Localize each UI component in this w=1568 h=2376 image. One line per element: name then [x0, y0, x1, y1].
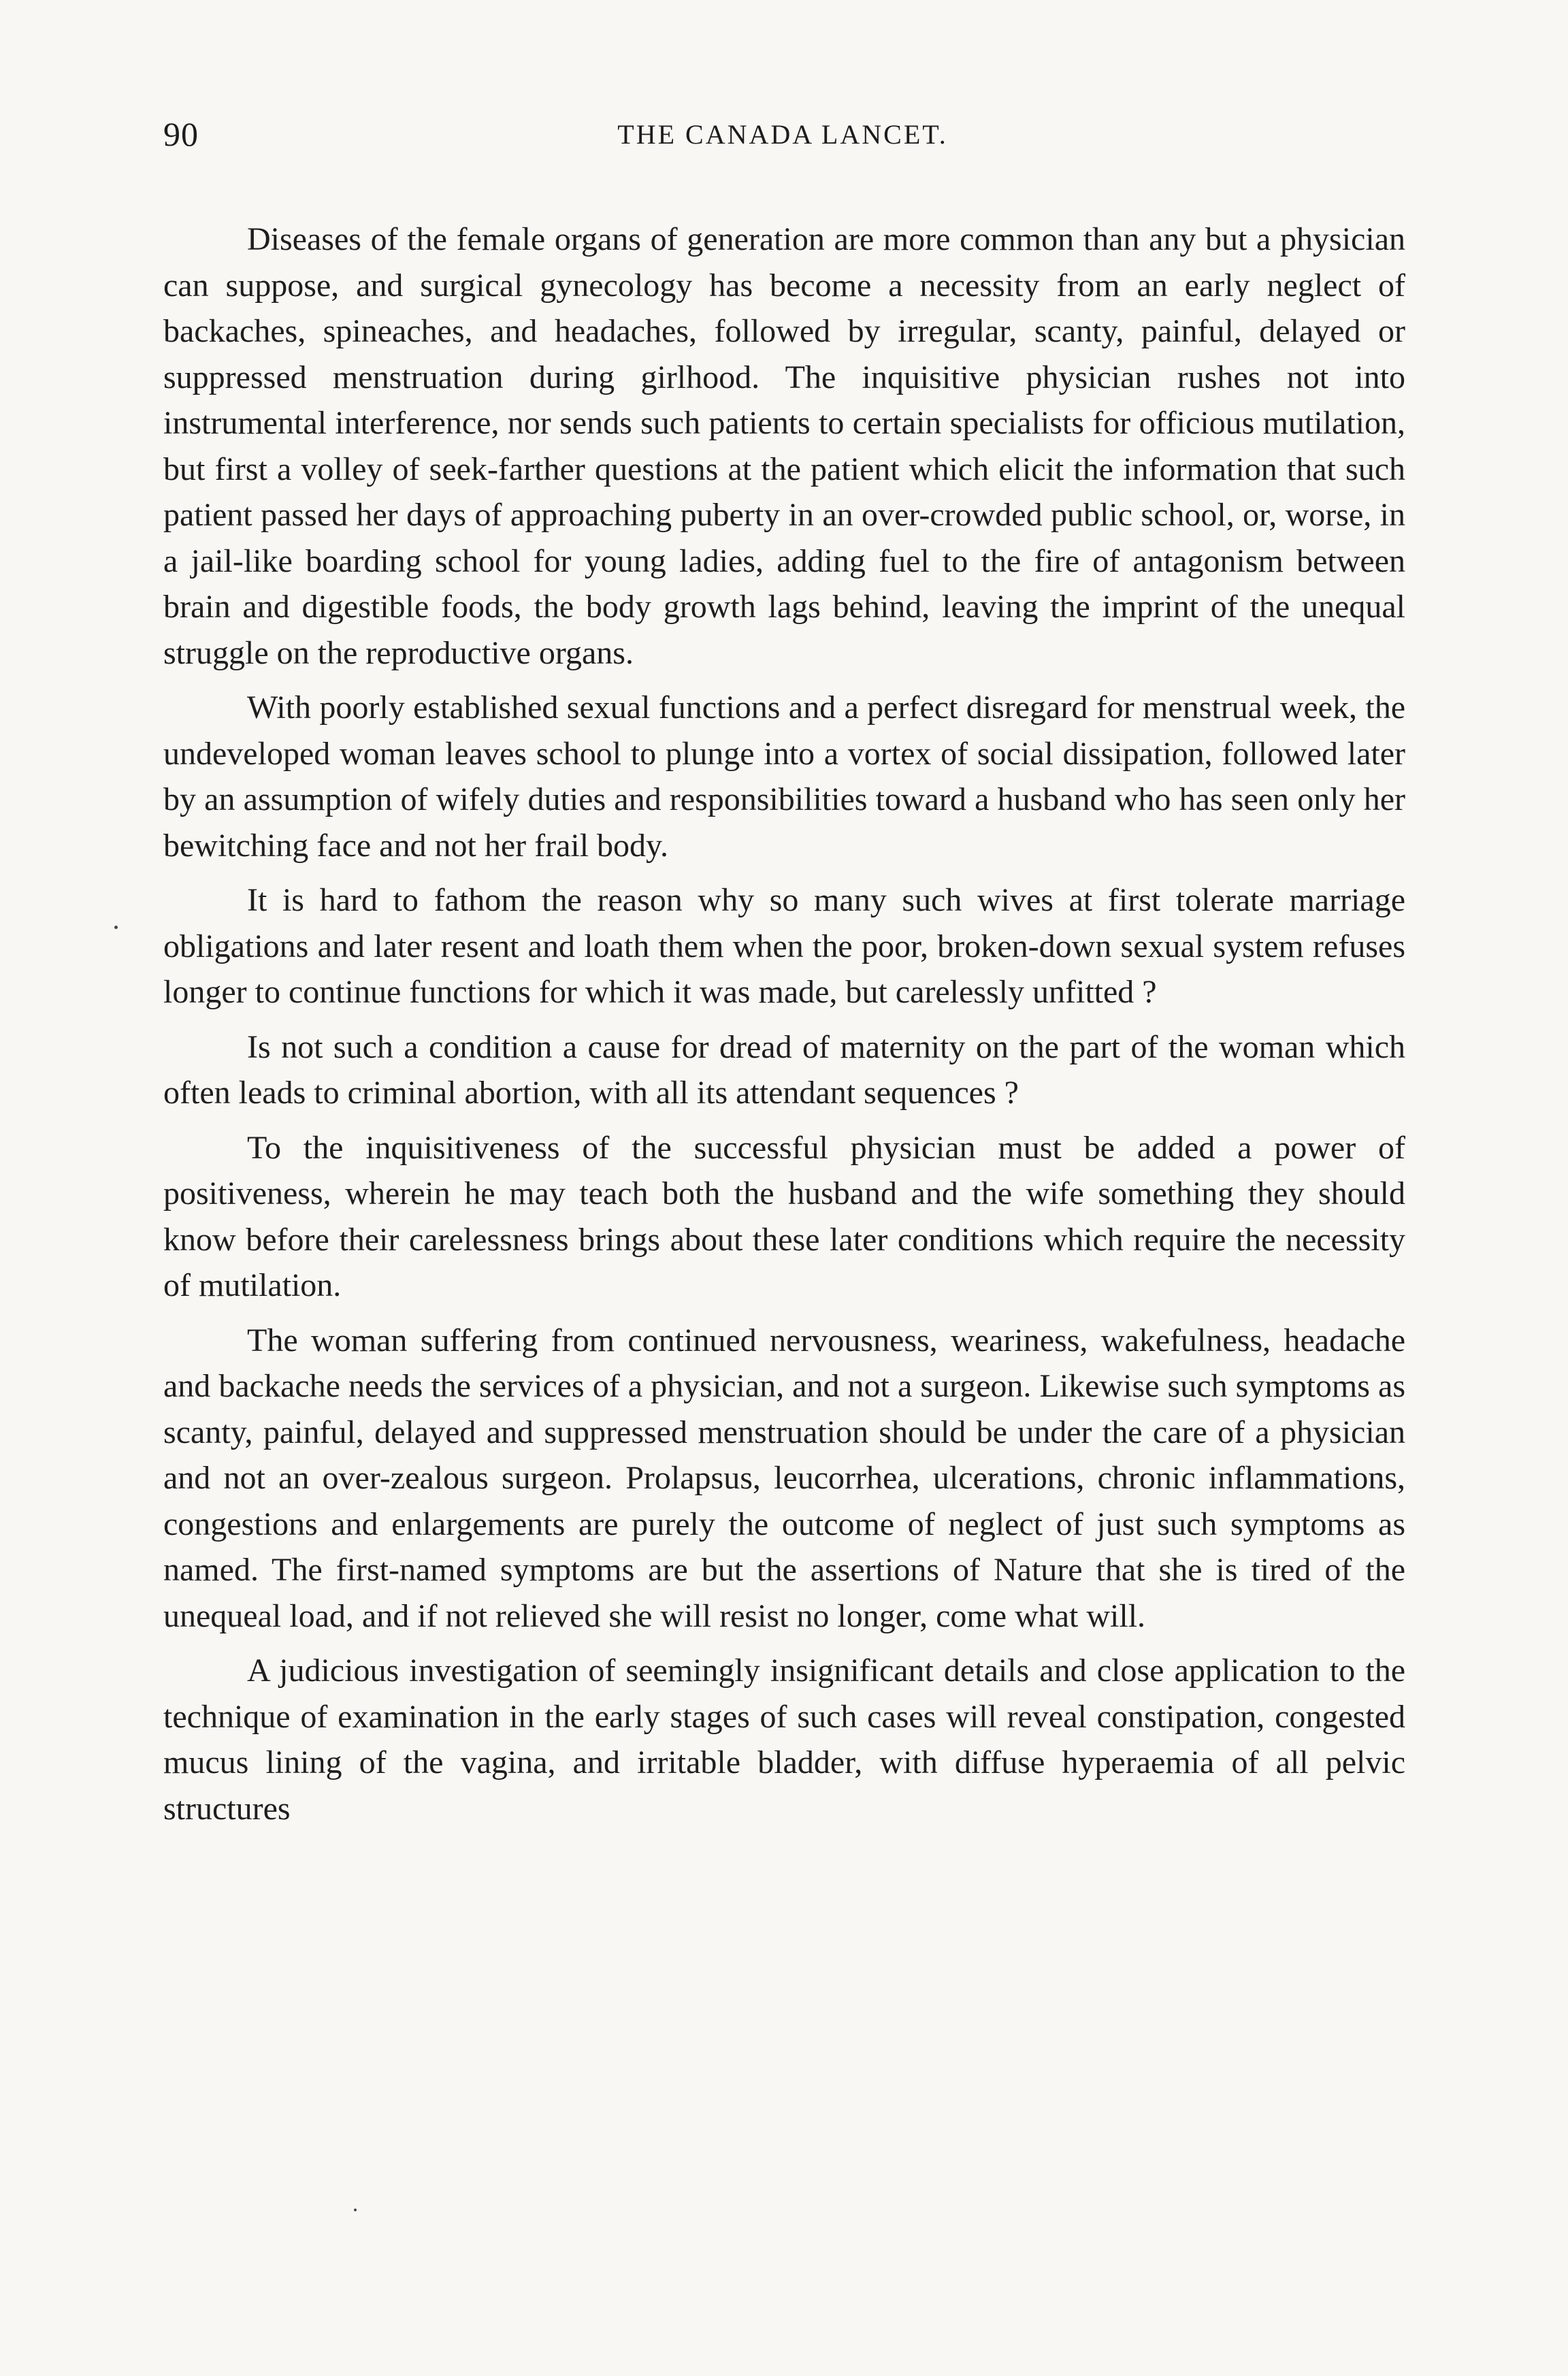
running-head	[163, 114, 1402, 169]
paragraph-woman-suffering: The woman suffering from continued nervousness, weariness, wakefulness, headache and backache needs the services of a physician, and not a surgeon. Likewise such symptoms as scanty, painful, delayed and suppressed menstruation should be under the care of a physician and not an over-zealous surgeon. Prolapsus, leucorrhea, ulcerations, chronic inflammations, congestions and enlargements are purely the outcome of neglect of just such symptoms as named. The first-named symptoms are but the assertions of Nature that she is tired of the unequeal load, and if not relieved she will resist no longer, come what will.	[163, 1322, 1405, 1634]
paragraph-positiveness: To the inquisitiveness of the successful physician must be added a power of positiveness, wherein he may teach both the husband and the wife something they should know before their carelessness brings about these later conditions which require the necessity of mutilation.	[163, 1129, 1405, 1303]
page-number: 90	[163, 115, 199, 153]
paragraph-gynecology-diseases: Diseases of the female organs of generation are more common than any but a physician can suppose, and surgical gynecology has become a necessity from an early neglect of backaches, spineaches, and headaches, followed by irregular, scanty, painful, delayed or suppressed menstruation during girlhood. The inquisitive physician rushes not into instrumental interference, nor sends such patients to certain specialists for officious mutilation, but first a volley of seek-farther questions at the patient which elicit the information that such patient passed her days of approaching puberty in an over-crowded public school, or, worse, in a jail-like boarding school for young ladies, adding fuel to the fire of antagonism between brain and digestible foods, the body growth lags behind, leaving the imprint of the unequal struggle on the reproductive organs.	[163, 221, 1405, 671]
article-body	[163, 216, 1405, 1840]
paragraph-judicious-investigation: A judicious investigation of seemingly insignificant details and close application to the technique of examination in the early stages of such cases will reveal constipation, congested mucus lining of the vagina, and irritable bladder, with diffuse hyperaemia of all pelvic structures	[163, 1653, 1405, 1827]
journal-title: THE CANADA LANCET.	[617, 119, 948, 150]
bottom-speck	[354, 2209, 357, 2211]
paragraph-marriage-obligations: It is hard to fathom the reason why so many such wives at first tolerate marriage obligations and later resent and loath them when the poor, broken-down sexual system refuses longer to continue functions for which it was made, but carelessly unfitted ?	[163, 882, 1405, 1010]
paragraph-sexual-functions: With poorly established sexual functions and a perfect disregard for menstrual week, the undeveloped woman leaves school to plunge into a vortex of social dissipation, followed later by an assumption of wifely duties and responsibilities toward a husband who has seen only her bewitching face and not her frail body.	[163, 689, 1405, 864]
margin-speck	[114, 926, 118, 929]
paragraph-dread-of-maternity: Is not such a condition a cause for dread of maternity on the part of the woman which often leads to criminal abortion, with all its attendant sequences ?	[163, 1028, 1405, 1111]
